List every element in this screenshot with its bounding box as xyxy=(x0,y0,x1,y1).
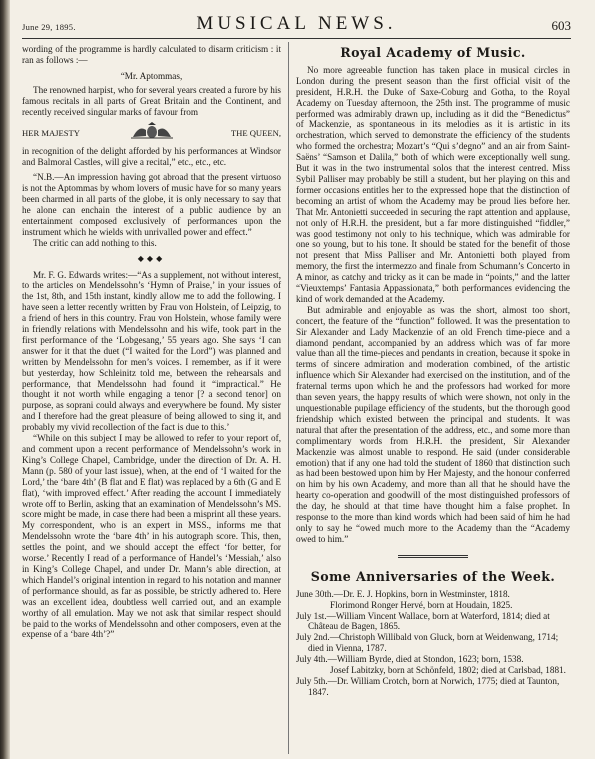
ad-body-1: The renowned harpist, who for several years created a furore by his famous recitals in all parts of Great Britain and the Continent, and recently received singular marks of favour from xyxy=(22,84,281,117)
ad-title: “Mr. Aptommas, xyxy=(120,70,183,81)
royal-right: THE QUEEN, xyxy=(230,128,281,139)
critic-line: The critic can add nothing to this. xyxy=(33,237,157,248)
anniversary-item: July 2nd.—Christoph Willibald von Gluck, born at Weidenwang, 1714; died in Vienna, 1787. xyxy=(296,632,559,654)
column-divider xyxy=(288,42,289,754)
section-rule xyxy=(398,555,468,558)
anniversary-list xyxy=(296,589,570,698)
anniversary-item: July 5th.—Dr. William Crotch, born at Norwich, 1775; died at Taunton, 1847. xyxy=(296,675,560,697)
header-rule xyxy=(22,38,571,39)
issue-date: June 29, 1895. xyxy=(22,22,76,32)
edwards-paragraph-1: Mr. F. G. Edwards writes:—“As a supplement, not without interest, to the articles on Mendelssohn’s ‘Hymn of Praise,’ in your issues of the 1st, 8th, and 15th instant, kindly allow me to add the following. I have seen a letter recently written by Frau von Holstein, of Leipzig, to a friend of hers in this country. Frau von Holstein, whose family were in friendly relations with Mendelssohn and his wife, took part in the first performance of the ‘Lobgesang,’ 55 years ago. She says ‘I can answer for it that the duet (“I waited for the Lord”) was planned and written by Mendelssohn for men’s voices. I remember, as if it were but yesterday, how Schleinitz told me, between the rehearsals and performance, that Mendelssohn had found it “impractical.” He thought it not worth while engaging a tenor [? a second tenor] on purpose, as soprani could always and everywhere be found. My sister and I therefore had the great pleasure of being allowed to sing it, and probably my vivid recollection of the fact is due to this.’ xyxy=(22,269,281,433)
page-binding-edge xyxy=(0,0,10,759)
section-ornament: ◆◆◆ xyxy=(137,253,166,263)
ad-body-2: in recognition of the delight afforded by his performances at Windsor and Balmoral Castles, will give a recital,” etc., etc., etc. xyxy=(22,146,281,168)
academy-paragraph-1: No more agreeable function has taken place in musical circles in London during the present season than the first official visit of the president, H.R.H. the Duke of Saxe-Coburg and Gotha, to the Royal Academy on Tuesday afternoon, the 25th inst. The programme of music performed was admirably drawn up, including as it did the “Benedictus” of Mackenzie, as spontaneous in its melodies as it is artistic in its orchestration, which served to demonstrate the efficiency of the students who formed the orchestra; Mozart’s “Qui s’degno” and an air from Saint-Saëns’ “Samson et Dalila,” both of which were exceptionally well sung. But it was in the two instrumental solos that the interest centred. Miss Sybil Palliser may probably be still a student, but her playing on this and former occasions entitles her to the expressed hope that the distinction of becoming an artist of whom the Academy may be proud lies before her. That Mr. Antonietti succeeded in securing the rapt attention and applause, not only of H.R.H. the president, but a far more distinguished “fiddler,” was good testimony not only to his technique, which was admirable for one so young, but to his tone. It should be stated for the benefit of those not present that Miss Palliser and Mr. Antonietti both played from memory, the first the intermezzo and finale from Schumann’s Concerto in A minor, as catchy and tricky as it can be made in “points,” and the latter “Vieuxtemps’ Fantasia Appassionata,” both performances evidencing the kind of work demanded at the Academy. xyxy=(296,64,570,304)
heading-royal-academy: Royal Academy of Music. xyxy=(340,45,526,60)
left-column xyxy=(22,44,281,640)
intro-paragraph: wording of the programme is hardly calculated to disarm criticism : it ran as follows :— xyxy=(22,44,281,65)
journal-title: MUSICAL NEWS. xyxy=(196,13,397,34)
right-column xyxy=(296,44,570,698)
royal-line xyxy=(22,122,281,140)
edwards-paragraph-2: “While on this subject I may be allowed to refer to your report of, and comment upon a recent performance of Mendelssohn’s work in King’s College Chapel, Cambridge, under the direction of Dr. A. H. Mann (p. 580 of your last issue), when, at the end of ‘I waited for the Lord,’ the ‘bare 4th’ (B flat and E flat) was replaced by a 6th (G and E flat), ‘with improved effect.’ After reading the account I immediately wrote off to Berlin, asking that an examination of Mendelssohn’s MS. score might be made, in case there had been a misprint all these years. My correspondent, who is an expert in MSS., informs me that Mendelssohn wrote the ‘bare 4th’ in his autograph score. This, then, settles the point, and we should accept the effect ‘for better, for worse.’ Recently I read of a performance of Handel’s ‘Messiah,’ also in King’s College Chapel, and under Dr. Mann’s able direction, at which Handel’s original intention in regard to his notation and manner of performance should, as far as possible, be strictly adhered to. Here was an excellent idea, doubtless well carried out, and an example worthy of all emulation. May we not ask that similar respect should be paid to the works of Mendelssohn and other composers, even at the expense of a ‘bare 4th’?” xyxy=(22,433,281,640)
academy-paragraph-2: But admirable and enjoyable as was the short, almost too short, concert, the feature of the “function” followed. It was the presentation to Sir Alexander and Lady Mackenzie of an old French time-piece and a diamond pendant, accompanied by an address which was of far more value than all the time-pieces and pendants in creation, because it spoke in terms of sincere admiration and moderation combined, of the artistic influence which Sir Alexander had exercised on the institution, and of the fraternal terms upon which he and the professors had worked for more than seven years, the happy results of which were shown, not only in the unquestionable pupilage efficiency of the students, but the thorough good friendship which existed between the principal and students. It was natural that after the presentation of the address, etc., and some more than complimentary words from H.R.H. the president, Sir Alexander Mackenzie was almost unable to respond. He said (under considerable emotion) that if any one had told the student of 1860 that distinction such as had been bestowed upon him by Her Majesty, and the honour conferred on him by his own Academy, and more than all that he should have the hearty co-operation and goodwill of the most distinguished professors of the day, he should at that time have thought him a false prophet. In response to the more than kind words which had been said of him he had only to say he “owed much more to the Academy than the “Academy owed to him.” xyxy=(296,304,570,544)
nb-paragraph: “N.B.—An impression having got abroad that the present virtuoso is not the Aptommas by whom lovers of music have for so many years been charmed in all parts of the globe, it is only necessary to say that he alone can enchain the interest of a public audience by an entertainment composed exclusively of performances upon the instrument which he wields with unrivalled power and effect.” xyxy=(22,172,281,237)
anniversary-item: July 4th.—William Byrde, died at Stondon, 1623; born, 1538. xyxy=(296,654,524,665)
anniversary-item: Florimond Ronger Hervé, born at Houdain, 1825. xyxy=(330,599,513,610)
page-number: 603 xyxy=(551,18,571,33)
anniversary-item: Josef Labitzky, born at Schönfeld, 1802; died at Carlsbad, 1881. xyxy=(330,665,566,676)
anniversary-item: June 30th.—Dr. E. J. Hopkins, born in Westminster, 1818. xyxy=(296,588,510,599)
heading-anniversaries: Some Anniversaries of the Week. xyxy=(310,568,556,584)
royal-left: HER MAJESTY xyxy=(22,128,81,139)
royal-arms-icon xyxy=(129,122,175,140)
anniversary-item: July 1st.—William Vincent Wallace, born at Waterford, 1814; died at Château de Bagen, 1865. xyxy=(296,610,550,632)
